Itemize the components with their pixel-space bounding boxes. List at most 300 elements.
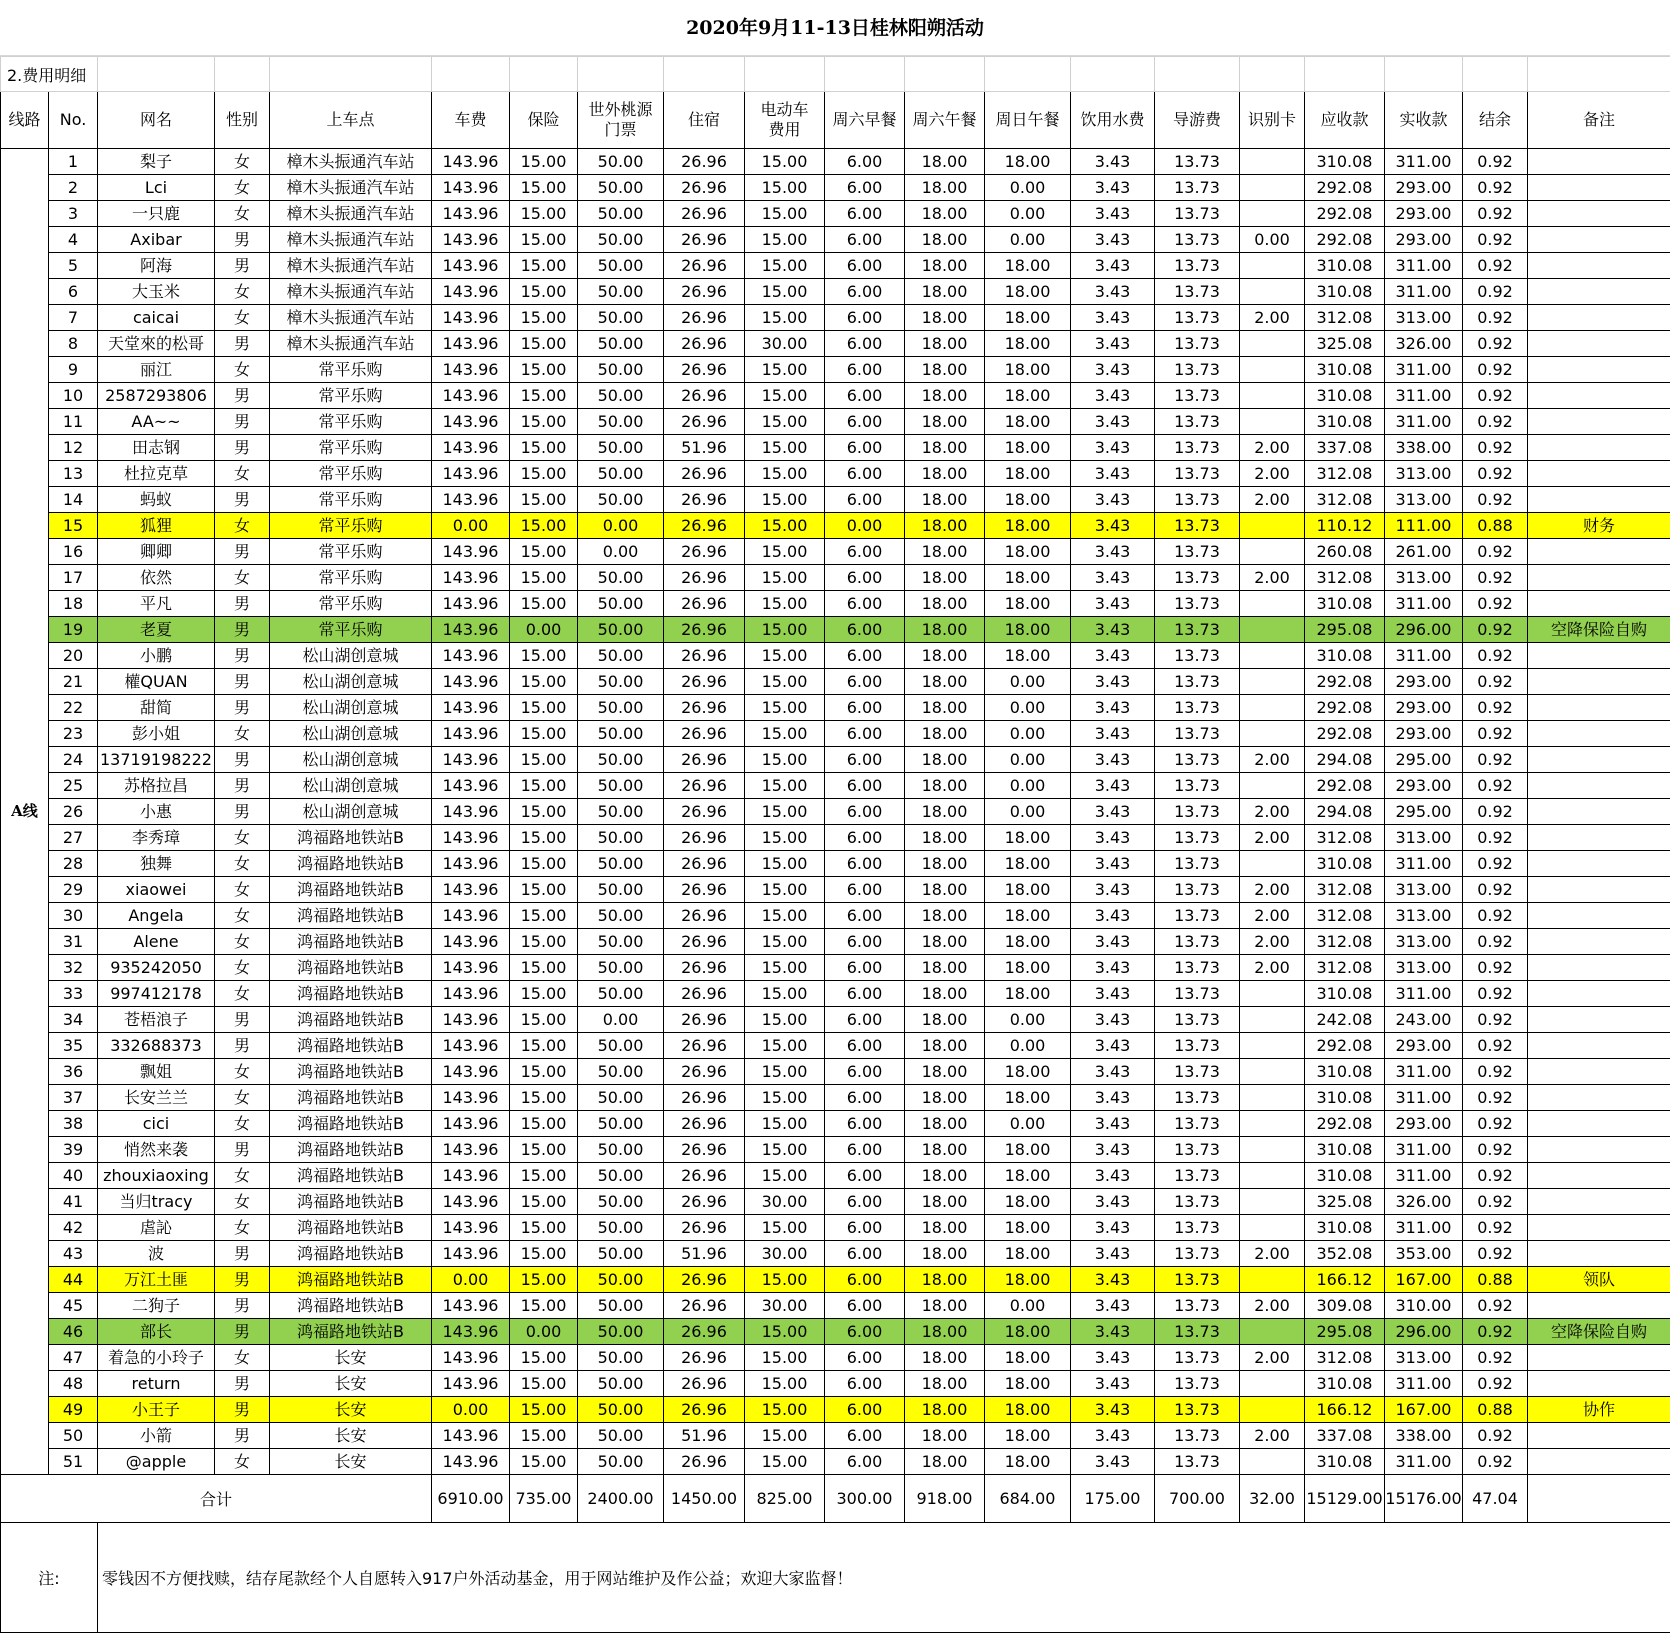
- cell-sat-lunch: 18.00: [905, 539, 985, 565]
- cell-sun-lunch: 18.00: [985, 903, 1071, 929]
- cell-balance: 0.92: [1463, 1111, 1528, 1137]
- cell-water: 3.43: [1071, 1267, 1155, 1293]
- cell-balance: 0.92: [1463, 253, 1528, 279]
- cell-ebike: 15.00: [745, 383, 825, 409]
- cell-ebike: 15.00: [745, 1449, 825, 1475]
- table-row: [1, 721, 1670, 747]
- cell-water: 3.43: [1071, 279, 1155, 305]
- cell-card: 2.00: [1240, 435, 1305, 461]
- table-row: [1, 201, 1670, 227]
- cell-sun-lunch: 18.00: [985, 1085, 1071, 1111]
- cell-paid: 338.00: [1385, 435, 1463, 461]
- cell-stop: 鸿福路地铁站B: [270, 1111, 432, 1137]
- cell-hotel: 26.96: [664, 331, 745, 357]
- table-row: [1, 825, 1670, 851]
- cell-card: [1240, 1319, 1305, 1345]
- cell-sun-lunch: 18.00: [985, 1397, 1071, 1423]
- cell-sat-lunch: 18.00: [905, 825, 985, 851]
- cell-balance: 0.92: [1463, 591, 1528, 617]
- header-card: 识别卡: [1240, 92, 1305, 149]
- cell-gender: 男: [215, 539, 270, 565]
- cell-remark: [1528, 929, 1670, 955]
- cell-hotel: 26.96: [664, 461, 745, 487]
- cell-fare: 143.96: [432, 487, 510, 513]
- cell-guide: 13.73: [1155, 487, 1240, 513]
- cell-card: [1240, 721, 1305, 747]
- cell-card: [1240, 1007, 1305, 1033]
- cell-water: 3.43: [1071, 695, 1155, 721]
- cell-name: 997412178: [98, 981, 215, 1007]
- cell-due: 310.08: [1305, 1215, 1385, 1241]
- cell-remark: [1528, 227, 1670, 253]
- cell-balance: 0.92: [1463, 747, 1528, 773]
- cell-guide: 13.73: [1155, 435, 1240, 461]
- cell-ebike: 15.00: [745, 721, 825, 747]
- empty-cell: [745, 57, 825, 92]
- cell-insurance: 15.00: [510, 929, 578, 955]
- cell-fare: 143.96: [432, 799, 510, 825]
- cell-name: 依然: [98, 565, 215, 591]
- cell-stop: 松山湖创意城: [270, 747, 432, 773]
- cell-balance: 0.92: [1463, 1189, 1528, 1215]
- total-hotel: 1450.00: [664, 1475, 745, 1523]
- cell-paid: 293.00: [1385, 175, 1463, 201]
- cell-no: 21: [49, 669, 98, 695]
- cell-sat-breakfast: 6.00: [825, 1163, 905, 1189]
- cell-hotel: 26.96: [664, 721, 745, 747]
- empty-cell: [1155, 57, 1240, 92]
- cell-sun-lunch: 18.00: [985, 1449, 1071, 1475]
- cell-fare: 143.96: [432, 279, 510, 305]
- cell-water: 3.43: [1071, 1137, 1155, 1163]
- cell-name: 卿卿: [98, 539, 215, 565]
- cell-card: [1240, 409, 1305, 435]
- cell-card: 2.00: [1240, 955, 1305, 981]
- cell-sat-breakfast: 6.00: [825, 487, 905, 513]
- section-label: 2.费用明细: [1, 57, 98, 92]
- cell-sat-lunch: 18.00: [905, 1007, 985, 1033]
- cell-insurance: 15.00: [510, 227, 578, 253]
- cell-gender: 女: [215, 513, 270, 539]
- cell-ticket: 50.00: [578, 149, 664, 175]
- cell-ebike: 15.00: [745, 669, 825, 695]
- cell-sat-breakfast: 6.00: [825, 617, 905, 643]
- header-hotel: 住宿: [664, 92, 745, 149]
- cell-gender: 男: [215, 747, 270, 773]
- cell-due: 292.08: [1305, 695, 1385, 721]
- cell-fare: 143.96: [432, 383, 510, 409]
- cell-sat-lunch: 18.00: [905, 877, 985, 903]
- cell-hotel: 26.96: [664, 1397, 745, 1423]
- cell-ticket: 50.00: [578, 903, 664, 929]
- cell-due: 292.08: [1305, 773, 1385, 799]
- cell-paid: 293.00: [1385, 1111, 1463, 1137]
- cell-paid: 326.00: [1385, 1189, 1463, 1215]
- cell-paid: 353.00: [1385, 1241, 1463, 1267]
- cell-gender: 女: [215, 877, 270, 903]
- table-row: [1, 383, 1670, 409]
- cell-balance: 0.92: [1463, 695, 1528, 721]
- cell-sat-lunch: 18.00: [905, 1111, 985, 1137]
- total-guide: 700.00: [1155, 1475, 1240, 1523]
- cell-fare: 143.96: [432, 721, 510, 747]
- cell-paid: 313.00: [1385, 877, 1463, 903]
- cell-guide: 13.73: [1155, 1163, 1240, 1189]
- cell-sat-breakfast: 6.00: [825, 1033, 905, 1059]
- cell-paid: 310.00: [1385, 1293, 1463, 1319]
- cell-sun-lunch: 18.00: [985, 929, 1071, 955]
- cell-balance: 0.92: [1463, 1293, 1528, 1319]
- cell-due: 312.08: [1305, 305, 1385, 331]
- cell-name: 部长: [98, 1319, 215, 1345]
- cell-sun-lunch: 18.00: [985, 955, 1071, 981]
- cell-sat-breakfast: 6.00: [825, 695, 905, 721]
- cell-ticket: 50.00: [578, 201, 664, 227]
- cell-hotel: 51.96: [664, 435, 745, 461]
- cell-hotel: 26.96: [664, 617, 745, 643]
- cell-sun-lunch: 18.00: [985, 409, 1071, 435]
- total-fare: 6910.00: [432, 1475, 510, 1523]
- cell-balance: 0.92: [1463, 773, 1528, 799]
- cell-gender: 男: [215, 773, 270, 799]
- cell-sat-breakfast: 6.00: [825, 1371, 905, 1397]
- cell-stop: 常平乐购: [270, 461, 432, 487]
- sheet-title: 2020年9月11-13日桂林阳朔活动: [0, 0, 1670, 56]
- cell-ticket: 50.00: [578, 799, 664, 825]
- cell-gender: 女: [215, 565, 270, 591]
- cell-card: [1240, 513, 1305, 539]
- table-row: [1, 929, 1670, 955]
- cell-gender: 女: [215, 929, 270, 955]
- cell-due: 292.08: [1305, 669, 1385, 695]
- cell-no: 10: [49, 383, 98, 409]
- header-guide: 导游费: [1155, 92, 1240, 149]
- table-row: [1, 331, 1670, 357]
- cell-fare: 143.96: [432, 1345, 510, 1371]
- cell-insurance: 15.00: [510, 877, 578, 903]
- cell-insurance: 15.00: [510, 357, 578, 383]
- cell-water: 3.43: [1071, 1033, 1155, 1059]
- cell-gender: 女: [215, 1059, 270, 1085]
- cell-guide: 13.73: [1155, 1293, 1240, 1319]
- cell-paid: 311.00: [1385, 1215, 1463, 1241]
- header-row: [1, 92, 1670, 149]
- cell-water: 3.43: [1071, 877, 1155, 903]
- header-stop: 上车点: [270, 92, 432, 149]
- expense-table: [0, 56, 1670, 1633]
- cell-ebike: 15.00: [745, 1423, 825, 1449]
- cell-gender: 女: [215, 851, 270, 877]
- cell-insurance: 15.00: [510, 1007, 578, 1033]
- cell-name: Alene: [98, 929, 215, 955]
- cell-sat-breakfast: 6.00: [825, 721, 905, 747]
- cell-water: 3.43: [1071, 747, 1155, 773]
- cell-paid: 243.00: [1385, 1007, 1463, 1033]
- cell-paid: 296.00: [1385, 617, 1463, 643]
- cell-ticket: 0.00: [578, 1007, 664, 1033]
- cell-hotel: 26.96: [664, 643, 745, 669]
- cell-gender: 女: [215, 279, 270, 305]
- table-row: [1, 1371, 1670, 1397]
- cell-sat-breakfast: 6.00: [825, 981, 905, 1007]
- cell-remark: [1528, 877, 1670, 903]
- cell-ticket: 50.00: [578, 591, 664, 617]
- cell-no: 26: [49, 799, 98, 825]
- cell-stop: 鸿福路地铁站B: [270, 1085, 432, 1111]
- cell-ticket: 50.00: [578, 1215, 664, 1241]
- cell-card: [1240, 591, 1305, 617]
- cell-ebike: 15.00: [745, 1319, 825, 1345]
- cell-name: 935242050: [98, 955, 215, 981]
- cell-water: 3.43: [1071, 1319, 1155, 1345]
- cell-insurance: 15.00: [510, 539, 578, 565]
- cell-guide: 13.73: [1155, 227, 1240, 253]
- cell-sun-lunch: 18.00: [985, 1059, 1071, 1085]
- cell-balance: 0.92: [1463, 903, 1528, 929]
- cell-no: 35: [49, 1033, 98, 1059]
- cell-fare: 143.96: [432, 1215, 510, 1241]
- cell-sat-lunch: 18.00: [905, 565, 985, 591]
- cell-paid: 311.00: [1385, 357, 1463, 383]
- cell-ebike: 15.00: [745, 591, 825, 617]
- header-name: 网名: [98, 92, 215, 149]
- table-row: [1, 565, 1670, 591]
- cell-insurance: 15.00: [510, 799, 578, 825]
- cell-sat-breakfast: 6.00: [825, 1111, 905, 1137]
- cell-name: 虐訫: [98, 1215, 215, 1241]
- cell-stop: 鸿福路地铁站B: [270, 1267, 432, 1293]
- cell-fare: 143.96: [432, 1085, 510, 1111]
- cell-paid: 311.00: [1385, 1371, 1463, 1397]
- cell-card: [1240, 773, 1305, 799]
- table-row: [1, 591, 1670, 617]
- cell-hotel: 26.96: [664, 903, 745, 929]
- cell-fare: 143.96: [432, 1319, 510, 1345]
- cell-guide: 13.73: [1155, 903, 1240, 929]
- cell-insurance: 15.00: [510, 149, 578, 175]
- cell-insurance: 15.00: [510, 175, 578, 201]
- cell-gender: 女: [215, 201, 270, 227]
- cell-guide: 13.73: [1155, 981, 1240, 1007]
- cell-fare: 143.96: [432, 643, 510, 669]
- cell-fare: 143.96: [432, 617, 510, 643]
- cell-gender: 男: [215, 1423, 270, 1449]
- empty-cell: [1071, 57, 1155, 92]
- cell-balance: 0.92: [1463, 1319, 1528, 1345]
- empty-cell: [432, 57, 510, 92]
- cell-hotel: 26.96: [664, 669, 745, 695]
- cell-ebike: 15.00: [745, 1371, 825, 1397]
- cell-ticket: 50.00: [578, 1319, 664, 1345]
- cell-card: [1240, 175, 1305, 201]
- cell-sat-lunch: 18.00: [905, 1215, 985, 1241]
- cell-name: 李秀璋: [98, 825, 215, 851]
- cell-paid: 311.00: [1385, 279, 1463, 305]
- cell-no: 5: [49, 253, 98, 279]
- cell-no: 42: [49, 1215, 98, 1241]
- cell-fare: 143.96: [432, 357, 510, 383]
- cell-insurance: 15.00: [510, 1345, 578, 1371]
- cell-guide: 13.73: [1155, 1111, 1240, 1137]
- cell-water: 3.43: [1071, 617, 1155, 643]
- cell-ebike: 15.00: [745, 825, 825, 851]
- cell-ebike: 15.00: [745, 1033, 825, 1059]
- cell-guide: 13.73: [1155, 357, 1240, 383]
- cell-stop: 长安: [270, 1371, 432, 1397]
- cell-water: 3.43: [1071, 955, 1155, 981]
- cell-ticket: 50.00: [578, 383, 664, 409]
- cell-sun-lunch: 0.00: [985, 1111, 1071, 1137]
- cell-insurance: 15.00: [510, 487, 578, 513]
- cell-paid: 296.00: [1385, 1319, 1463, 1345]
- cell-no: 39: [49, 1137, 98, 1163]
- cell-gender: 男: [215, 1007, 270, 1033]
- table-row: [1, 903, 1670, 929]
- cell-fare: 143.96: [432, 851, 510, 877]
- cell-sat-lunch: 18.00: [905, 721, 985, 747]
- cell-hotel: 26.96: [664, 1033, 745, 1059]
- header-ebike: 电动车费用: [745, 92, 825, 149]
- cell-gender: 男: [215, 487, 270, 513]
- cell-guide: 13.73: [1155, 1371, 1240, 1397]
- cell-ticket: 0.00: [578, 513, 664, 539]
- cell-balance: 0.92: [1463, 1371, 1528, 1397]
- cell-water: 3.43: [1071, 721, 1155, 747]
- cell-stop: 樟木头振通汽车站: [270, 227, 432, 253]
- cell-guide: 13.73: [1155, 201, 1240, 227]
- cell-gender: 男: [215, 1137, 270, 1163]
- cell-sat-lunch: 18.00: [905, 1033, 985, 1059]
- cell-insurance: 15.00: [510, 435, 578, 461]
- cell-card: [1240, 1059, 1305, 1085]
- cell-ticket: 50.00: [578, 1371, 664, 1397]
- cell-sat-lunch: 18.00: [905, 955, 985, 981]
- cell-ticket: 50.00: [578, 721, 664, 747]
- empty-cell: [1385, 57, 1463, 92]
- cell-no: 32: [49, 955, 98, 981]
- cell-ebike: 30.00: [745, 1293, 825, 1319]
- cell-gender: 男: [215, 591, 270, 617]
- cell-guide: 13.73: [1155, 331, 1240, 357]
- cell-hotel: 26.96: [664, 565, 745, 591]
- cell-due: 294.08: [1305, 799, 1385, 825]
- cell-card: [1240, 331, 1305, 357]
- cell-fare: 143.96: [432, 1371, 510, 1397]
- cell-sat-lunch: 18.00: [905, 461, 985, 487]
- cell-remark: [1528, 279, 1670, 305]
- total-sat-breakfast: 300.00: [825, 1475, 905, 1523]
- cell-gender: 男: [215, 643, 270, 669]
- cell-guide: 13.73: [1155, 877, 1240, 903]
- cell-sat-breakfast: 6.00: [825, 825, 905, 851]
- cell-insurance: 15.00: [510, 981, 578, 1007]
- cell-stop: 樟木头振通汽车站: [270, 331, 432, 357]
- cell-fare: 143.96: [432, 1423, 510, 1449]
- cell-water: 3.43: [1071, 305, 1155, 331]
- cell-water: 3.43: [1071, 539, 1155, 565]
- cell-due: 310.08: [1305, 591, 1385, 617]
- cell-sat-breakfast: 6.00: [825, 175, 905, 201]
- cell-hotel: 26.96: [664, 747, 745, 773]
- cell-balance: 0.92: [1463, 825, 1528, 851]
- cell-hotel: 26.96: [664, 591, 745, 617]
- cell-paid: 311.00: [1385, 149, 1463, 175]
- cell-fare: 143.96: [432, 1059, 510, 1085]
- cell-no: 11: [49, 409, 98, 435]
- cell-insurance: 0.00: [510, 617, 578, 643]
- cell-no: 6: [49, 279, 98, 305]
- cell-insurance: 15.00: [510, 305, 578, 331]
- cell-name: 甜简: [98, 695, 215, 721]
- cell-stop: 鸿福路地铁站B: [270, 1007, 432, 1033]
- cell-remark: [1528, 643, 1670, 669]
- cell-insurance: 15.00: [510, 1189, 578, 1215]
- cell-sat-breakfast: 6.00: [825, 1137, 905, 1163]
- header-due: 应收款: [1305, 92, 1385, 149]
- table-row: [1, 1189, 1670, 1215]
- cell-gender: 男: [215, 383, 270, 409]
- cell-ebike: 15.00: [745, 279, 825, 305]
- cell-stop: 樟木头振通汽车站: [270, 279, 432, 305]
- cell-hotel: 26.96: [664, 851, 745, 877]
- cell-ebike: 15.00: [745, 539, 825, 565]
- cell-card: 2.00: [1240, 565, 1305, 591]
- cell-stop: 常平乐购: [270, 357, 432, 383]
- cell-gender: 女: [215, 825, 270, 851]
- cell-water: 3.43: [1071, 331, 1155, 357]
- cell-no: 9: [49, 357, 98, 383]
- cell-stop: 常平乐购: [270, 383, 432, 409]
- total-paid: 15176.00: [1385, 1475, 1463, 1523]
- cell-ticket: 50.00: [578, 1085, 664, 1111]
- header-no: No.: [49, 92, 98, 149]
- cell-balance: 0.92: [1463, 175, 1528, 201]
- cell-sat-breakfast: 6.00: [825, 877, 905, 903]
- cell-stop: 鸿福路地铁站B: [270, 1033, 432, 1059]
- cell-gender: 女: [215, 721, 270, 747]
- cell-sat-lunch: 18.00: [905, 695, 985, 721]
- cell-due: 310.08: [1305, 643, 1385, 669]
- cell-card: 0.00: [1240, 227, 1305, 253]
- cell-no: 30: [49, 903, 98, 929]
- cell-gender: 男: [215, 1033, 270, 1059]
- cell-stop: 常平乐购: [270, 435, 432, 461]
- cell-sat-breakfast: 6.00: [825, 643, 905, 669]
- cell-ebike: 15.00: [745, 305, 825, 331]
- cell-no: 20: [49, 643, 98, 669]
- cell-hotel: 26.96: [664, 539, 745, 565]
- cell-sat-breakfast: 6.00: [825, 851, 905, 877]
- cell-remark: [1528, 409, 1670, 435]
- cell-name: 小惠: [98, 799, 215, 825]
- cell-insurance: 15.00: [510, 695, 578, 721]
- cell-ebike: 15.00: [745, 565, 825, 591]
- cell-stop: 鸿福路地铁站B: [270, 955, 432, 981]
- cell-sat-breakfast: 0.00: [825, 513, 905, 539]
- cell-balance: 0.92: [1463, 1241, 1528, 1267]
- cell-remark: [1528, 1371, 1670, 1397]
- cell-paid: 293.00: [1385, 201, 1463, 227]
- cell-fare: 143.96: [432, 1007, 510, 1033]
- cell-ebike: 15.00: [745, 1111, 825, 1137]
- cell-gender: 女: [215, 955, 270, 981]
- cell-sun-lunch: 18.00: [985, 617, 1071, 643]
- cell-paid: 311.00: [1385, 1163, 1463, 1189]
- cell-sun-lunch: 18.00: [985, 1215, 1071, 1241]
- cell-name: 大玉米: [98, 279, 215, 305]
- cell-ebike: 15.00: [745, 409, 825, 435]
- cell-gender: 男: [215, 669, 270, 695]
